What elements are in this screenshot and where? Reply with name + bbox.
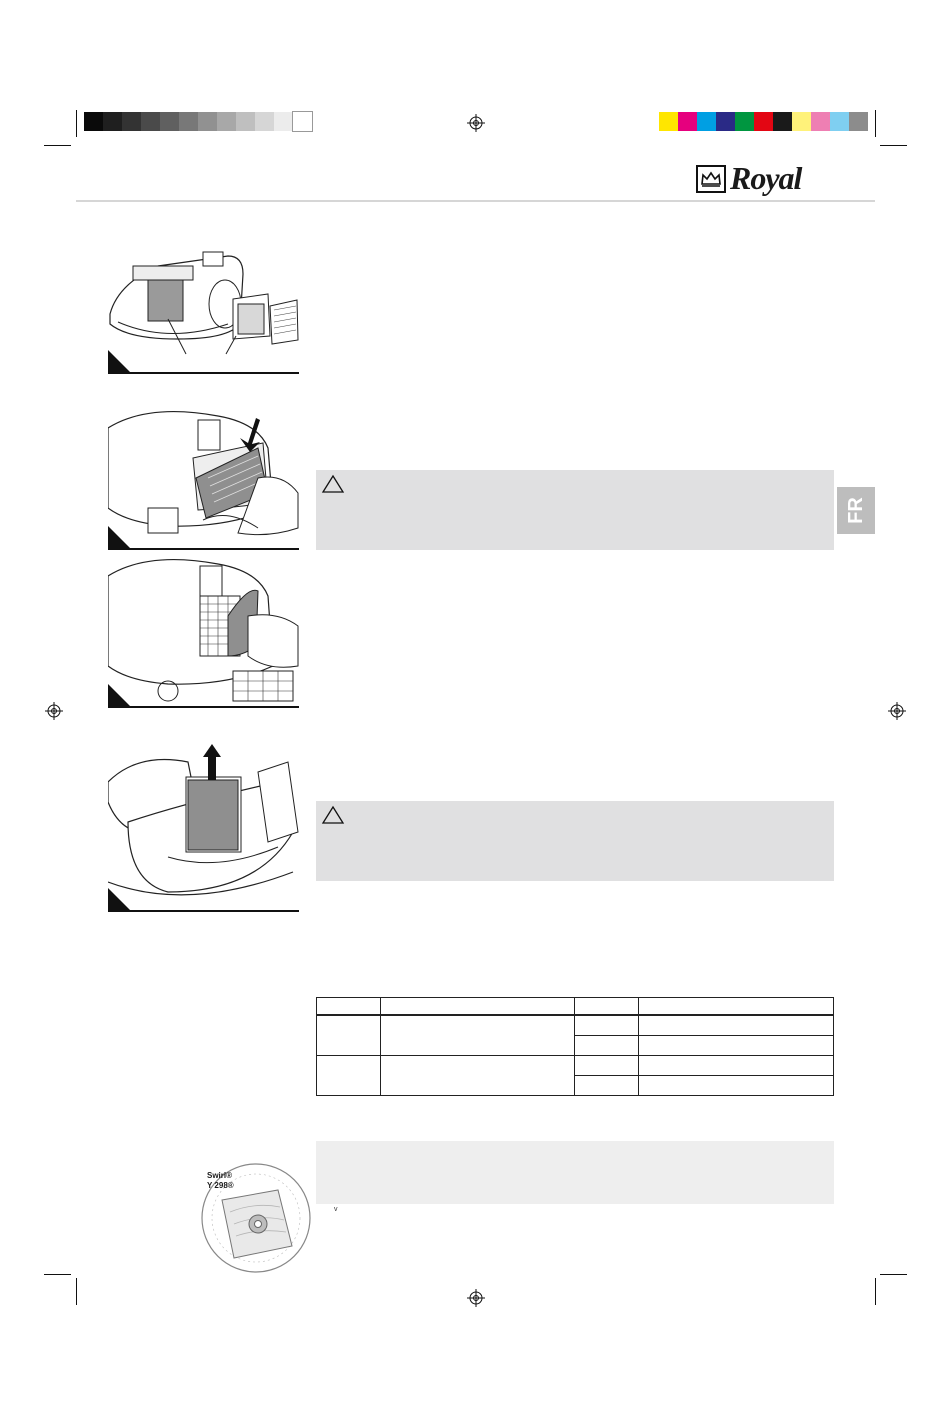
color-swatch bbox=[716, 112, 735, 131]
table-cell bbox=[575, 1015, 639, 1036]
brand-name: Royal bbox=[730, 160, 802, 196]
accessory-table bbox=[316, 997, 834, 1096]
dust-bag-model: Y 298® bbox=[207, 1181, 234, 1190]
color-swatch bbox=[811, 112, 830, 131]
registration-mark-icon bbox=[467, 114, 485, 132]
grayscale-swatch bbox=[179, 112, 198, 131]
color-swatch bbox=[678, 112, 697, 131]
table-header-cell bbox=[575, 998, 639, 1016]
table-cell bbox=[639, 1076, 834, 1096]
table-cell bbox=[381, 1015, 575, 1056]
grayscale-swatch bbox=[198, 112, 217, 131]
warning-triangle-icon bbox=[321, 805, 345, 825]
table-cell bbox=[575, 1036, 639, 1056]
dust-bag-brand: Swirl® bbox=[207, 1171, 233, 1180]
table-cell bbox=[381, 1056, 575, 1096]
table-cell bbox=[639, 1036, 834, 1056]
table-cell bbox=[639, 1056, 834, 1076]
crop-mark bbox=[76, 110, 77, 137]
figure-baseline bbox=[108, 910, 299, 912]
grayscale-swatch bbox=[293, 112, 312, 131]
color-swatch bbox=[849, 112, 868, 131]
registration-mark-icon bbox=[888, 702, 906, 720]
crop-mark bbox=[76, 1278, 77, 1305]
brand-logo bbox=[696, 160, 801, 197]
header-rule bbox=[76, 200, 875, 202]
grayscale-swatch bbox=[84, 112, 103, 131]
language-tab-label: FR bbox=[844, 497, 867, 524]
crop-mark bbox=[875, 1278, 876, 1305]
grayscale-swatch bbox=[103, 112, 122, 131]
color-swatch bbox=[792, 112, 811, 131]
table-cell bbox=[575, 1076, 639, 1096]
warning-box bbox=[316, 470, 834, 550]
color-swatch bbox=[659, 112, 678, 131]
figure-corner-tab bbox=[108, 526, 132, 550]
footnote-mark: v bbox=[334, 1206, 338, 1213]
table-cell bbox=[317, 1056, 381, 1096]
registration-mark-icon bbox=[467, 1289, 485, 1307]
figure-baseline bbox=[108, 706, 299, 708]
grayscale-swatch bbox=[160, 112, 179, 131]
table-header-cell bbox=[317, 998, 381, 1016]
color-swatch bbox=[773, 112, 792, 131]
crop-mark bbox=[875, 110, 876, 137]
figure-baseline bbox=[108, 372, 299, 374]
color-swatch bbox=[830, 112, 849, 131]
figure-remove-motor-filter bbox=[108, 742, 299, 912]
registration-mark-icon bbox=[45, 702, 63, 720]
grayscale-swatch bbox=[122, 112, 141, 131]
grayscale-swatch bbox=[217, 112, 236, 131]
grayscale-swatch bbox=[141, 112, 160, 131]
grayscale-swatch bbox=[274, 112, 293, 131]
color-swatch bbox=[697, 112, 716, 131]
note-box bbox=[316, 1141, 834, 1204]
table-cell bbox=[575, 1056, 639, 1076]
color-swatch bbox=[754, 112, 773, 131]
table-header-row bbox=[317, 998, 834, 1016]
figure-remove-exhaust-filter bbox=[108, 556, 299, 708]
dust-bag-label bbox=[207, 1171, 234, 1191]
color-swatch bbox=[735, 112, 754, 131]
figure-filter-overview bbox=[108, 244, 299, 374]
language-tab bbox=[837, 487, 875, 534]
figure-baseline bbox=[108, 548, 299, 550]
table-cell bbox=[317, 1015, 381, 1056]
figure-corner-tab bbox=[108, 888, 132, 912]
crown-icon bbox=[696, 165, 726, 193]
warning-box bbox=[316, 801, 834, 881]
crop-mark bbox=[880, 145, 907, 146]
crop-mark bbox=[44, 145, 71, 146]
table-cell bbox=[639, 1015, 834, 1036]
table-header-cell bbox=[381, 998, 575, 1016]
table-row bbox=[317, 1056, 834, 1076]
warning-triangle-icon bbox=[321, 474, 345, 494]
figure-remove-grille bbox=[108, 408, 299, 550]
figure-corner-tab bbox=[108, 350, 132, 374]
figure-corner-tab bbox=[108, 684, 132, 708]
grayscale-swatch bbox=[236, 112, 255, 131]
grayscale-swatch bbox=[255, 112, 274, 131]
table-header-cell bbox=[639, 998, 834, 1016]
crop-mark bbox=[880, 1274, 907, 1275]
table-row bbox=[317, 1015, 834, 1036]
crop-mark bbox=[44, 1274, 71, 1275]
